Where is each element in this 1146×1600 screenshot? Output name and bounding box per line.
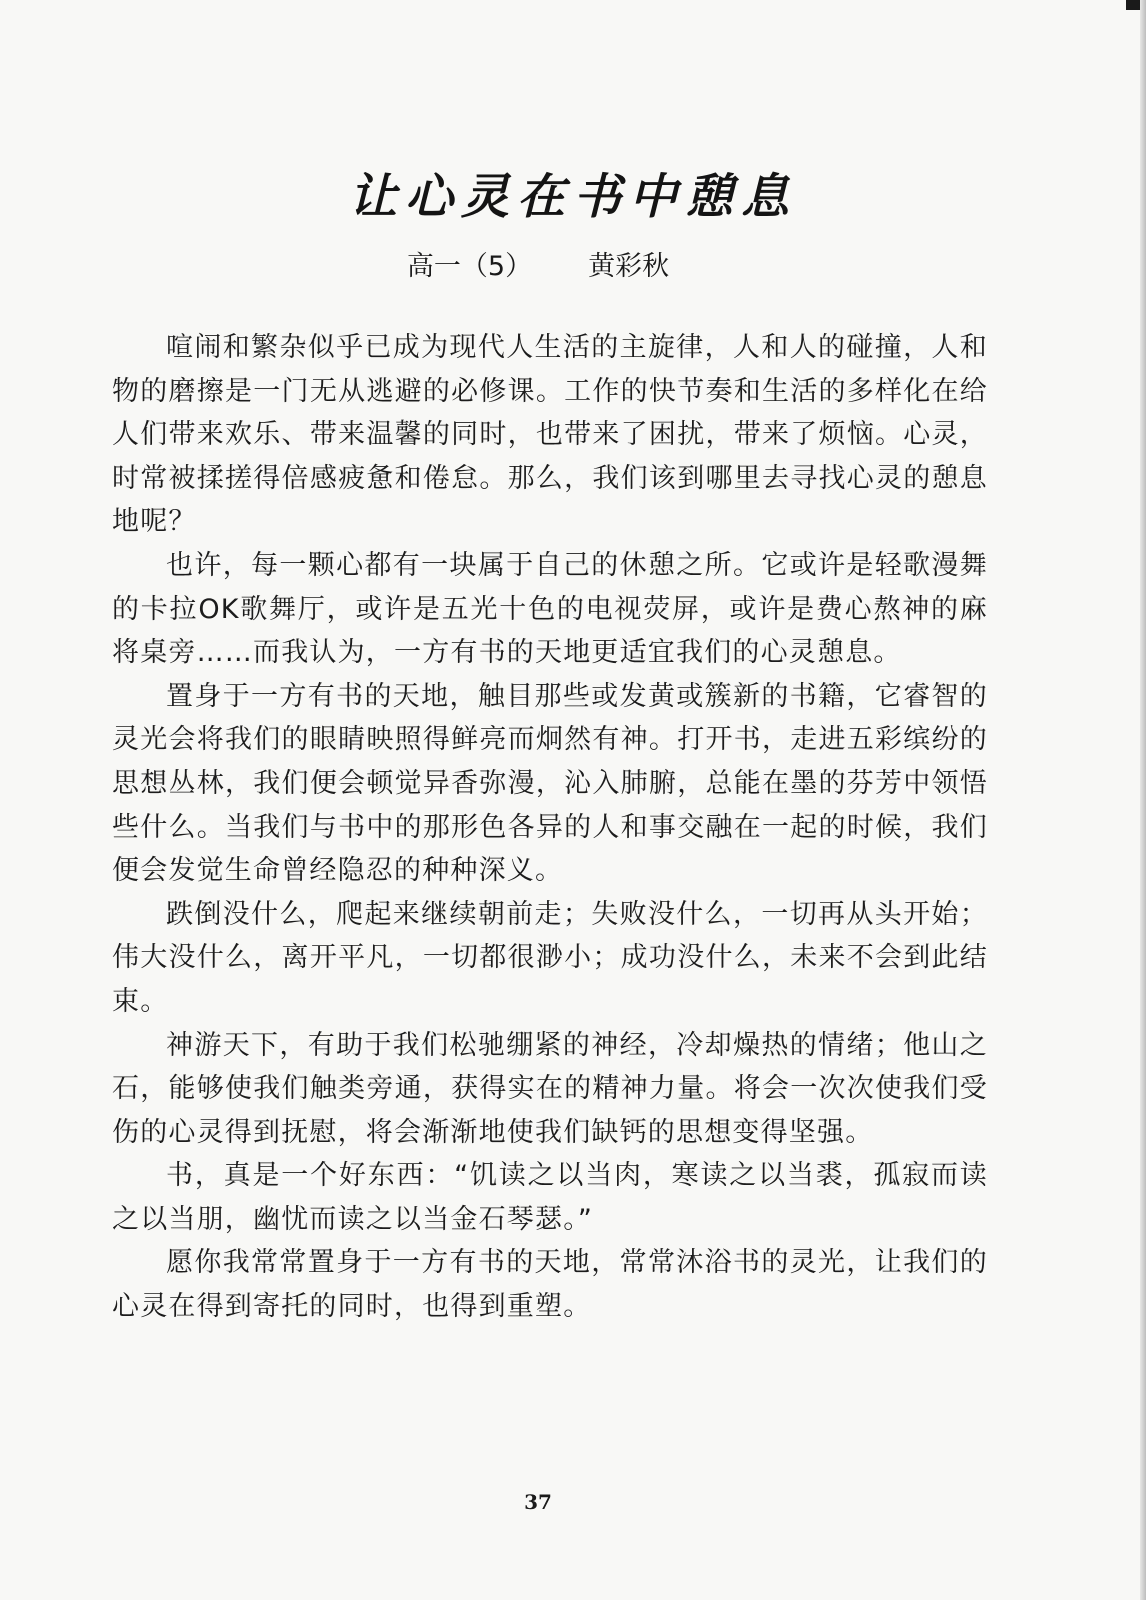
paragraph-7: 愿你我常常置身于一方有书的天地，常常沐浴书的灵光，让我们的心灵在得到寄托的同时，也得到重塑。: [112, 1247, 988, 1323]
essay-title: 让心灵在书中憩息: [348, 169, 797, 225]
paragraph-2: 也许，每一颗心都有一块属于自己的休憩之所。它或许是轻歌漫舞的卡拉OK歌舞厅，或许是五光十色的电视荧屏，或许是费心熬神的麻将桌旁……而我认为，一方有书的天地更适宜我们的心灵憩息。: [112, 549, 988, 669]
paragraph-5: 神游天下，有助于我们松驰绷紧的神经，冷却燥热的情绪；他山之石，能够使我们触类旁通，获得实在的精神力量。将会一次次使我们受伤的心灵得到抚慰，将会渐渐地使我们缺钙的思想变得坚强。: [112, 1029, 988, 1148]
paragraph-6: 书，真是一个好东西：“饥读之以当肉，寒读之以当裘，孤寂而读之以当朋，幽忧而读之以当金石琴瑟。”: [112, 1160, 988, 1235]
page-number: 37: [524, 1490, 552, 1514]
paragraph-4: 跌倒没什么，爬起来继续朝前走；失败没什么，一切再从头开始；伟大没什么，离开平凡，一切都很渺小；成功没什么，未来不会到此结束。: [112, 898, 988, 1017]
corner-mark: [1126, 0, 1140, 10]
paragraph-1: 喧闹和繁杂似乎已成为现代人生活的主旋律，人和人的碰撞，人和物的磨擦是一门无从逃避的必修课。工作的快节奏和生活的多样化在给人们带来欢乐、带来温馨的同时，也带来了困扰，带来了烦恼。心灵，时常被揉搓得倍感疲惫和倦怠。那么，我们该到哪里去寻找心灵的憩息地呢？: [112, 332, 988, 538]
byline: [0, 244, 1076, 283]
byline-class: 高一（5）: [406, 251, 533, 282]
paragraph-3: 置身于一方有书的天地，触目那些或发黄或簇新的书籍，它睿智的灵光会将我们的眼睛映照得鲜亮而炯然有神。打开书，走进五彩缤纷的思想丛林，我们便会顿觉异香弥漫，沁入肺腑，总能在墨的芬芳中领悟些什么。当我们与书中的那形色各异的人和事交融在一起的时候，我们便会发觉生命曾经隐忍的种种深义。: [112, 680, 988, 887]
essay-body: [112, 326, 988, 1329]
byline-author: 黄彩秋: [588, 251, 670, 282]
page-edge-shadow: [1140, 0, 1146, 1600]
